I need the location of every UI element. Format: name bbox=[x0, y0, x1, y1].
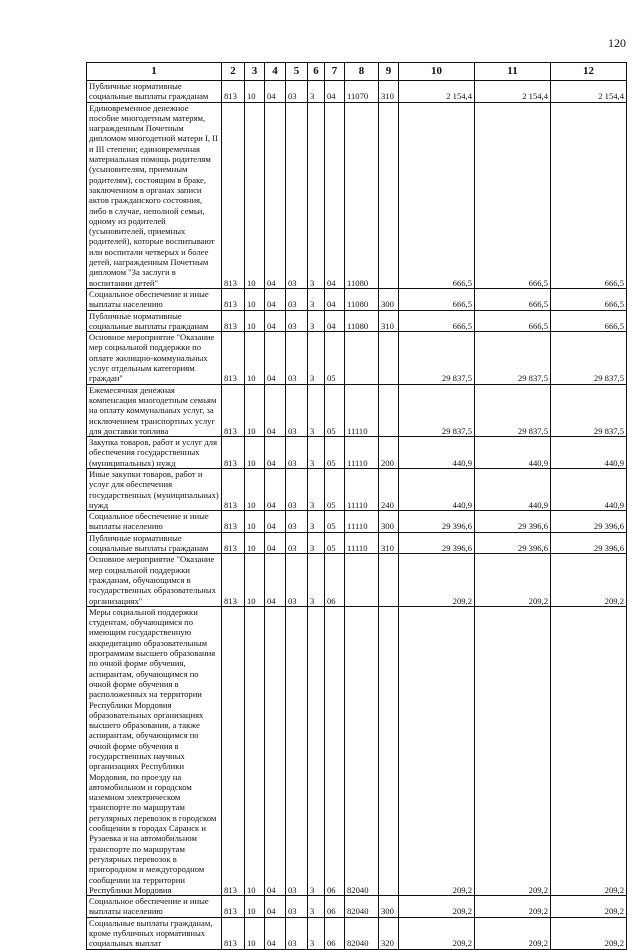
cell-c3: 10 bbox=[245, 554, 265, 606]
cell-c7: 05 bbox=[325, 511, 345, 533]
cell-c12: 209,2 bbox=[551, 917, 627, 949]
table-row bbox=[87, 606, 627, 895]
cell-c11: 440,9 bbox=[475, 468, 551, 510]
cell-c3: 10 bbox=[245, 437, 265, 469]
cell-c4: 04 bbox=[265, 896, 286, 918]
cell-c3: 10 bbox=[245, 310, 265, 332]
cell-c7: 04 bbox=[325, 102, 345, 288]
cell-c7: 05 bbox=[325, 468, 345, 510]
cell-c2: 813 bbox=[222, 896, 245, 918]
cell-c5: 03 bbox=[286, 532, 308, 554]
cell-c3: 10 bbox=[245, 332, 265, 384]
cell-c9 bbox=[379, 102, 399, 288]
cell-c10: 440,9 bbox=[399, 468, 475, 510]
cell-c10: 209,2 bbox=[399, 917, 475, 949]
cell-c11: 29 837,5 bbox=[475, 384, 551, 436]
col-header: 1 bbox=[87, 63, 222, 81]
cell-c8: 11110 bbox=[345, 511, 379, 533]
cell-c11: 209,2 bbox=[475, 606, 551, 895]
cell-c5: 03 bbox=[286, 554, 308, 606]
cell-c2: 813 bbox=[222, 288, 245, 310]
cell-c11: 666,5 bbox=[475, 310, 551, 332]
cell-c4: 04 bbox=[265, 437, 286, 469]
cell-c6: 3 bbox=[308, 437, 325, 469]
cell-c4: 04 bbox=[265, 917, 286, 949]
cell-c3: 10 bbox=[245, 606, 265, 895]
cell-c11: 29 396,6 bbox=[475, 532, 551, 554]
row-name: Социальное обеспечение и иные выплаты населению bbox=[87, 511, 222, 533]
cell-c5: 03 bbox=[286, 917, 308, 949]
cell-c12: 440,9 bbox=[551, 468, 627, 510]
col-header: 8 bbox=[345, 63, 379, 81]
table-row bbox=[87, 896, 627, 918]
cell-c4: 04 bbox=[265, 532, 286, 554]
cell-c2: 813 bbox=[222, 606, 245, 895]
cell-c11: 666,5 bbox=[475, 102, 551, 288]
cell-c4: 04 bbox=[265, 606, 286, 895]
cell-c12: 209,2 bbox=[551, 606, 627, 895]
row-name: Закупка товаров, работ и услуг для обеспечения государственных (муниципальных) нужд bbox=[87, 437, 222, 469]
cell-c12: 666,5 bbox=[551, 102, 627, 288]
cell-c8: 11110 bbox=[345, 468, 379, 510]
cell-c6: 3 bbox=[308, 917, 325, 949]
cell-c3: 10 bbox=[245, 917, 265, 949]
cell-c10: 209,2 bbox=[399, 554, 475, 606]
cell-c8: 11070 bbox=[345, 81, 379, 103]
cell-c7: 05 bbox=[325, 384, 345, 436]
col-header: 9 bbox=[379, 63, 399, 81]
cell-c6: 3 bbox=[308, 606, 325, 895]
cell-c5: 03 bbox=[286, 511, 308, 533]
table-row bbox=[87, 310, 627, 332]
cell-c7: 06 bbox=[325, 896, 345, 918]
cell-c4: 04 bbox=[265, 468, 286, 510]
cell-c4: 04 bbox=[265, 384, 286, 436]
cell-c4: 04 bbox=[265, 554, 286, 606]
cell-c6: 3 bbox=[308, 532, 325, 554]
cell-c2: 813 bbox=[222, 384, 245, 436]
cell-c6: 3 bbox=[308, 310, 325, 332]
row-name: Иные закупки товаров, работ и услуг для обеспечения государственных (муниципальных) нужд bbox=[87, 468, 222, 510]
cell-c12: 29 396,6 bbox=[551, 511, 627, 533]
cell-c12: 209,2 bbox=[551, 554, 627, 606]
cell-c2: 813 bbox=[222, 468, 245, 510]
row-name: Социальное обеспечение и иные выплаты населению bbox=[87, 288, 222, 310]
table-row bbox=[87, 468, 627, 510]
table-row bbox=[87, 384, 627, 436]
cell-c4: 04 bbox=[265, 288, 286, 310]
cell-c3: 10 bbox=[245, 102, 265, 288]
row-name: Публичные нормативные социальные выплаты гражданам bbox=[87, 81, 222, 103]
cell-c3: 10 bbox=[245, 288, 265, 310]
cell-c4: 04 bbox=[265, 511, 286, 533]
cell-c5: 03 bbox=[286, 896, 308, 918]
table-row bbox=[87, 511, 627, 533]
cell-c9 bbox=[379, 384, 399, 436]
cell-c12: 666,5 bbox=[551, 310, 627, 332]
table-row bbox=[87, 288, 627, 310]
cell-c5: 03 bbox=[286, 81, 308, 103]
cell-c11: 440,9 bbox=[475, 437, 551, 469]
cell-c7: 04 bbox=[325, 310, 345, 332]
cell-c9 bbox=[379, 332, 399, 384]
cell-c4: 04 bbox=[265, 332, 286, 384]
cell-c5: 03 bbox=[286, 102, 308, 288]
cell-c9: 300 bbox=[379, 288, 399, 310]
cell-c6: 3 bbox=[308, 896, 325, 918]
cell-c8: 82040 bbox=[345, 606, 379, 895]
cell-c6: 3 bbox=[308, 81, 325, 103]
cell-c10: 29 396,6 bbox=[399, 532, 475, 554]
cell-c6: 3 bbox=[308, 384, 325, 436]
cell-c7: 04 bbox=[325, 288, 345, 310]
table-row bbox=[87, 81, 627, 103]
cell-c7: 05 bbox=[325, 532, 345, 554]
cell-c10: 2 154,4 bbox=[399, 81, 475, 103]
col-header: 5 bbox=[286, 63, 308, 81]
cell-c12: 666,5 bbox=[551, 288, 627, 310]
header-row bbox=[87, 63, 627, 81]
cell-c12: 2 154,4 bbox=[551, 81, 627, 103]
cell-c3: 10 bbox=[245, 532, 265, 554]
row-name: Социальные выплаты гражданам, кроме публичных нормативных социальных выплат bbox=[87, 917, 222, 949]
cell-c9 bbox=[379, 554, 399, 606]
cell-c3: 10 bbox=[245, 81, 265, 103]
cell-c10: 666,5 bbox=[399, 102, 475, 288]
cell-c6: 3 bbox=[308, 288, 325, 310]
cell-c4: 04 bbox=[265, 81, 286, 103]
cell-c2: 813 bbox=[222, 511, 245, 533]
cell-c12: 440,9 bbox=[551, 437, 627, 469]
cell-c4: 04 bbox=[265, 310, 286, 332]
cell-c11: 29 837,5 bbox=[475, 332, 551, 384]
cell-c8: 11110 bbox=[345, 437, 379, 469]
cell-c5: 03 bbox=[286, 310, 308, 332]
cell-c5: 03 bbox=[286, 468, 308, 510]
cell-c9: 200 bbox=[379, 437, 399, 469]
col-header: 12 bbox=[551, 63, 627, 81]
cell-c8: 82040 bbox=[345, 896, 379, 918]
cell-c12: 209,2 bbox=[551, 896, 627, 918]
cell-c12: 29 837,5 bbox=[551, 384, 627, 436]
cell-c2: 813 bbox=[222, 554, 245, 606]
budget-table bbox=[86, 62, 627, 950]
cell-c7: 05 bbox=[325, 437, 345, 469]
cell-c11: 209,2 bbox=[475, 917, 551, 949]
cell-c10: 440,9 bbox=[399, 437, 475, 469]
cell-c12: 29 837,5 bbox=[551, 332, 627, 384]
table-row bbox=[87, 332, 627, 384]
cell-c5: 03 bbox=[286, 606, 308, 895]
cell-c6: 3 bbox=[308, 332, 325, 384]
cell-c7: 05 bbox=[325, 332, 345, 384]
cell-c8: 11080 bbox=[345, 310, 379, 332]
col-header: 3 bbox=[245, 63, 265, 81]
cell-c6: 3 bbox=[308, 511, 325, 533]
row-name: Меры социальной поддержки студентам, обучающимся по имеющим государственную аккредитацию образовательным программам высшего образования по очной форме обучения, аспирантам, обучающимся по очной форме обучения в расположенных на территории Республики Мордовия образовательных организациях высшего образования, а также аспирантам, обучающимся по очной форме обучения в государственных научных организациях Республики Мордовия, по проезду на автомобильном и городском наземном электрическом транспорте по маршрутам регулярных перевозок в городском сообщении в городах Саранск и Рузаевка и на автомобильном транспорте по маршрутам регулярных перевозок в пригородном и междугородном сообщении на территории Республики Мордовия bbox=[87, 606, 222, 895]
cell-c8: 11110 bbox=[345, 532, 379, 554]
cell-c2: 813 bbox=[222, 102, 245, 288]
cell-c8: 11110 bbox=[345, 384, 379, 436]
col-header: 10 bbox=[399, 63, 475, 81]
cell-c4: 04 bbox=[265, 102, 286, 288]
cell-c11: 209,2 bbox=[475, 554, 551, 606]
row-name: Основное мероприятие "Оказание мер социальной поддержки гражданам, обучающимся в государственных образовательных организациях" bbox=[87, 554, 222, 606]
cell-c7: 06 bbox=[325, 554, 345, 606]
cell-c9: 300 bbox=[379, 896, 399, 918]
cell-c11: 2 154,4 bbox=[475, 81, 551, 103]
row-name: Публичные нормативные социальные выплаты гражданам bbox=[87, 310, 222, 332]
cell-c8 bbox=[345, 554, 379, 606]
cell-c2: 813 bbox=[222, 917, 245, 949]
cell-c7: 04 bbox=[325, 81, 345, 103]
cell-c5: 03 bbox=[286, 437, 308, 469]
row-name: Социальное обеспечение и иные выплаты населению bbox=[87, 896, 222, 918]
cell-c9: 310 bbox=[379, 532, 399, 554]
cell-c7: 06 bbox=[325, 606, 345, 895]
cell-c5: 03 bbox=[286, 288, 308, 310]
cell-c3: 10 bbox=[245, 511, 265, 533]
cell-c9: 320 bbox=[379, 917, 399, 949]
cell-c3: 10 bbox=[245, 896, 265, 918]
page-number: 120 bbox=[608, 36, 626, 50]
table-row bbox=[87, 554, 627, 606]
cell-c6: 3 bbox=[308, 102, 325, 288]
cell-c2: 813 bbox=[222, 437, 245, 469]
cell-c3: 10 bbox=[245, 468, 265, 510]
cell-c2: 813 bbox=[222, 532, 245, 554]
cell-c12: 29 396,6 bbox=[551, 532, 627, 554]
row-name: Единовременное денежное пособие многодетным матерям, награжденным Почетным дипломом многодетной матери I, II и III степени; единовременная материальная помощь родителям (усыновителям, приемным родителям), состоящим в браке, заключенном в органах записи актов гражданского состояния, либо в случае, неполной семьи, одному из родителей (усыновителей, приемных родителей), которые воспитывают или воспитали четверых и более детей, награжденным Почетным дипломом "За заслуги в воспитании детей" bbox=[87, 102, 222, 288]
cell-c9: 240 bbox=[379, 468, 399, 510]
cell-c8: 11080 bbox=[345, 102, 379, 288]
cell-c9: 310 bbox=[379, 310, 399, 332]
cell-c10: 666,5 bbox=[399, 310, 475, 332]
col-header: 4 bbox=[265, 63, 286, 81]
cell-c2: 813 bbox=[222, 310, 245, 332]
cell-c10: 29 396,6 bbox=[399, 511, 475, 533]
row-name: Ежемесячная денежная компенсация многодетным семьям на оплату коммунальных услуг, за исключением транспортных услуг для доставки топлива bbox=[87, 384, 222, 436]
cell-c9: 310 bbox=[379, 81, 399, 103]
cell-c2: 813 bbox=[222, 81, 245, 103]
cell-c11: 29 396,6 bbox=[475, 511, 551, 533]
table-row bbox=[87, 437, 627, 469]
cell-c8: 11080 bbox=[345, 288, 379, 310]
row-name: Публичные нормативные социальные выплаты гражданам bbox=[87, 532, 222, 554]
cell-c9 bbox=[379, 606, 399, 895]
cell-c11: 666,5 bbox=[475, 288, 551, 310]
col-header: 11 bbox=[475, 63, 551, 81]
cell-c7: 06 bbox=[325, 917, 345, 949]
col-header: 7 bbox=[325, 63, 345, 81]
cell-c10: 29 837,5 bbox=[399, 332, 475, 384]
table-row bbox=[87, 917, 627, 949]
table-row bbox=[87, 532, 627, 554]
cell-c6: 3 bbox=[308, 468, 325, 510]
cell-c10: 209,2 bbox=[399, 896, 475, 918]
cell-c10: 29 837,5 bbox=[399, 384, 475, 436]
cell-c8: 82040 bbox=[345, 917, 379, 949]
cell-c10: 666,5 bbox=[399, 288, 475, 310]
cell-c8 bbox=[345, 332, 379, 384]
cell-c5: 03 bbox=[286, 384, 308, 436]
cell-c10: 209,2 bbox=[399, 606, 475, 895]
cell-c5: 03 bbox=[286, 332, 308, 384]
cell-c9: 300 bbox=[379, 511, 399, 533]
row-name: Основное мероприятие "Оказание мер социальной поддержки по оплате жилищно-коммунальных услуг отдельным категориям граждан" bbox=[87, 332, 222, 384]
cell-c2: 813 bbox=[222, 332, 245, 384]
table-row bbox=[87, 102, 627, 288]
col-header: 2 bbox=[222, 63, 245, 81]
col-header: 6 bbox=[308, 63, 325, 81]
cell-c6: 3 bbox=[308, 554, 325, 606]
cell-c3: 10 bbox=[245, 384, 265, 436]
cell-c11: 209,2 bbox=[475, 896, 551, 918]
